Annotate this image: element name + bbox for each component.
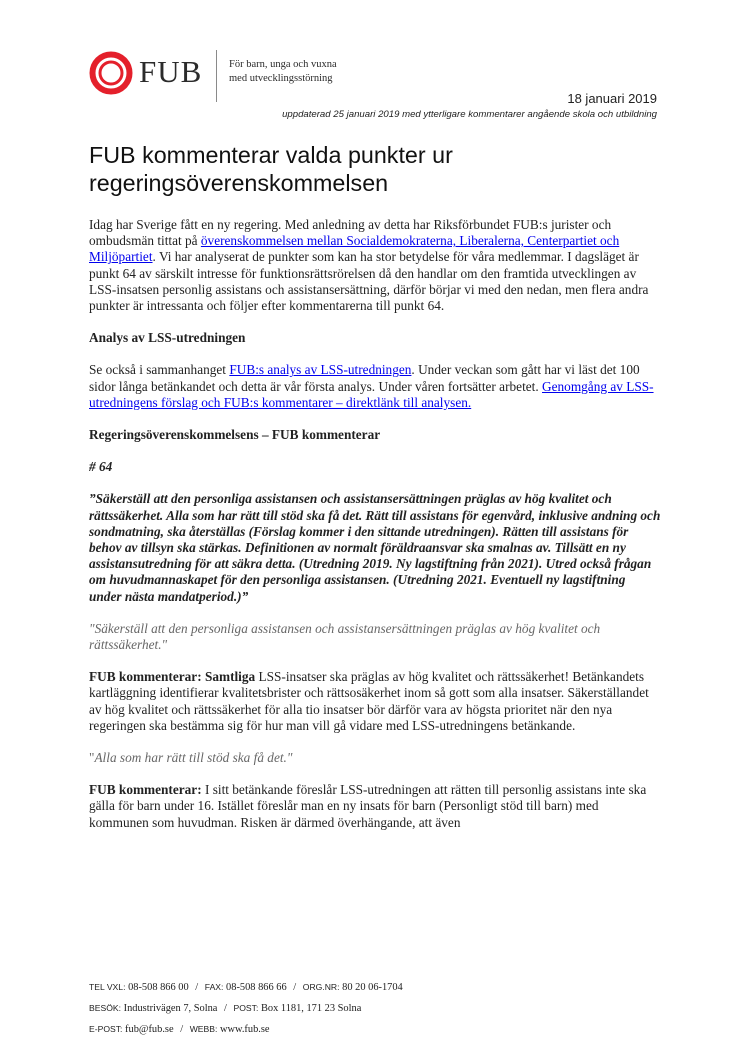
section-heading: Regeringsöverenskommelsens – FUB kommenterar bbox=[89, 427, 381, 443]
sub-quote-2 bbox=[89, 750, 661, 766]
fax-label: FAX: bbox=[204, 982, 224, 992]
comment-1-label: FUB kommenterar: Samtliga bbox=[89, 669, 256, 685]
comment-1 bbox=[89, 669, 661, 734]
updated-note: uppdaterad 25 januari 2019 med ytterligare kommentarer angående skola och utbildning bbox=[282, 109, 657, 120]
logo-text: FUB bbox=[139, 54, 203, 89]
direct-analysis-link[interactable]: Genomgång av LSS-utredningens förslag och FUB:s kommentarer – direktlänk till analysen. bbox=[89, 378, 654, 410]
page-footer bbox=[89, 977, 649, 1040]
logo-tagline bbox=[229, 58, 369, 86]
comment-2-label: FUB kommenterar: bbox=[89, 782, 202, 798]
analysis-paragraph bbox=[89, 362, 661, 411]
sub-quote-2-open: " bbox=[89, 750, 95, 766]
post-label: POST: bbox=[233, 1003, 259, 1013]
comment-2-text: I sitt betänkande föreslår LSS-utredningen att rätten till personlig assistans inte ska gälla för barn under 16. Istället föreslår man en ny insats för barn (Personligt stöd till barn) med kommunen som huvudman. Risken är därmed överhängande, att även bbox=[89, 782, 647, 830]
footer-separator: / bbox=[195, 982, 199, 993]
point-64-quote: ”Säkerställ att den personliga assistansen och assistansersättningen präglas av hög kvalitet och rättssäkerhet. Alla som har rätt till stöd ska få det. Rätt till assistans för egenvård, inklusive andning och sondmatning, ska återställas (Förslag kommer i den sittande utredningen). Rätten till assistans för behov av tillsyn ska stärkas. Definitionen av normalt föräldraansvar ska smalnas av. Tillsätt en ny assistansutredning för att säkra detta. (Utredning 2019. Ny lagstiftning från 2021). Utred också frågan om huvudmannaskapet för den personliga assistansen. (Utredning 2021. Eventuell ny lagstiftning under nästa mandatperiod.)” bbox=[89, 491, 661, 604]
agreement-link[interactable]: överenskommelsen mellan Socialdemokraterna, Liberalerna, Centerpartiet och Miljöpartiet bbox=[89, 233, 620, 265]
visit-label: BESÖK: bbox=[89, 1003, 121, 1013]
intro-text-2: . Vi har analyserat de punkter som kan ha stor betydelse för våra medlemmar. I dagsläget är punkt 64 av särskilt intresse för funktionsrättsrörelsen då den handlar om den framtida utvecklingen av LSS-insatsen personlig assistans och assistansersättning, därför börjar vi med den nedan, men flera andra punkter är intressanta och följer efter kommentarerna till punkt 64. bbox=[89, 249, 649, 314]
post-value: Box 1181, 171 23 Solna bbox=[260, 1003, 362, 1014]
analysis-text-1: Se också i sammanhanget bbox=[89, 362, 230, 378]
email-value: fub@fub.se bbox=[125, 1024, 174, 1035]
analysis-heading: Analys av LSS-utredningen bbox=[89, 330, 246, 346]
comment-1-text: LSS-insatser ska präglas av hög kvalitet och rättssäkerhet! Betänkandets kartläggning identifierar kvalitetsbrister och rättsosäkerhet inom så gott som alla insatser. Säkerställandet av hög kvalitet och rättssäkerhet för alla tio insatser bör därför vara av högsta prioritet när den nya regeringen ska bestämma sig för hur man vill gå vidare med LSS-utredningens betänkande. bbox=[89, 669, 649, 733]
lss-analysis-link[interactable]: FUB:s analys av LSS-utredningen bbox=[229, 362, 412, 378]
visit-value: Industrivägen 7, Solna bbox=[123, 1003, 218, 1014]
analysis-text-2: . Under veckan som gått har vi läst det 100 sidor långa betänkandet och detta är vår första analys. Under våren fortsätter arbetet. bbox=[89, 362, 640, 394]
document-body bbox=[89, 217, 661, 831]
fub-logo-icon bbox=[89, 51, 133, 95]
sub-quote-1: "Säkerställ att den personliga assistansen och assistansersättningen präglas av hög kvalitet och rättssäkerhet." bbox=[89, 620, 601, 653]
intro-paragraph bbox=[89, 217, 661, 314]
footer-separator: / bbox=[224, 1003, 227, 1014]
sub-quote-2-text: Alla som har rätt till stöd ska få det." bbox=[94, 750, 293, 766]
org-label: ORG.NR: bbox=[302, 982, 340, 992]
page-title: FUB kommenterar valda punkter ur regeringsöverenskommelsen bbox=[89, 142, 453, 196]
fax-value: 08-508 866 66 bbox=[226, 982, 287, 993]
footer-line-3 bbox=[89, 1019, 649, 1040]
footer-separator: / bbox=[293, 982, 297, 993]
tel-value: 08-508 866 00 bbox=[128, 982, 189, 993]
logo-divider bbox=[216, 50, 217, 102]
footer-line-2 bbox=[89, 998, 649, 1019]
email-label: E-POST: bbox=[89, 1024, 123, 1034]
intro-text-1: Idag har Sverige fått en ny regering. Med anledning av detta har Riksförbundet FUB:s jurister och ombudsmän tittat på bbox=[89, 217, 612, 249]
web-label: WEBB: bbox=[189, 1024, 218, 1034]
tagline-line1: För barn, unga och vuxna bbox=[229, 59, 337, 70]
point-number: # 64 bbox=[89, 459, 113, 475]
web-value: www.fub.se bbox=[220, 1024, 270, 1035]
footer-separator: / bbox=[180, 1024, 184, 1035]
footer-line-1 bbox=[89, 977, 649, 998]
document-date: 18 januari 2019 bbox=[567, 91, 657, 106]
org-value: 80 20 06-1704 bbox=[342, 982, 403, 993]
tel-label: TEL VXL: bbox=[89, 982, 126, 992]
comment-2 bbox=[89, 782, 661, 831]
tagline-line2: med utvecklingsstörning bbox=[229, 73, 333, 84]
